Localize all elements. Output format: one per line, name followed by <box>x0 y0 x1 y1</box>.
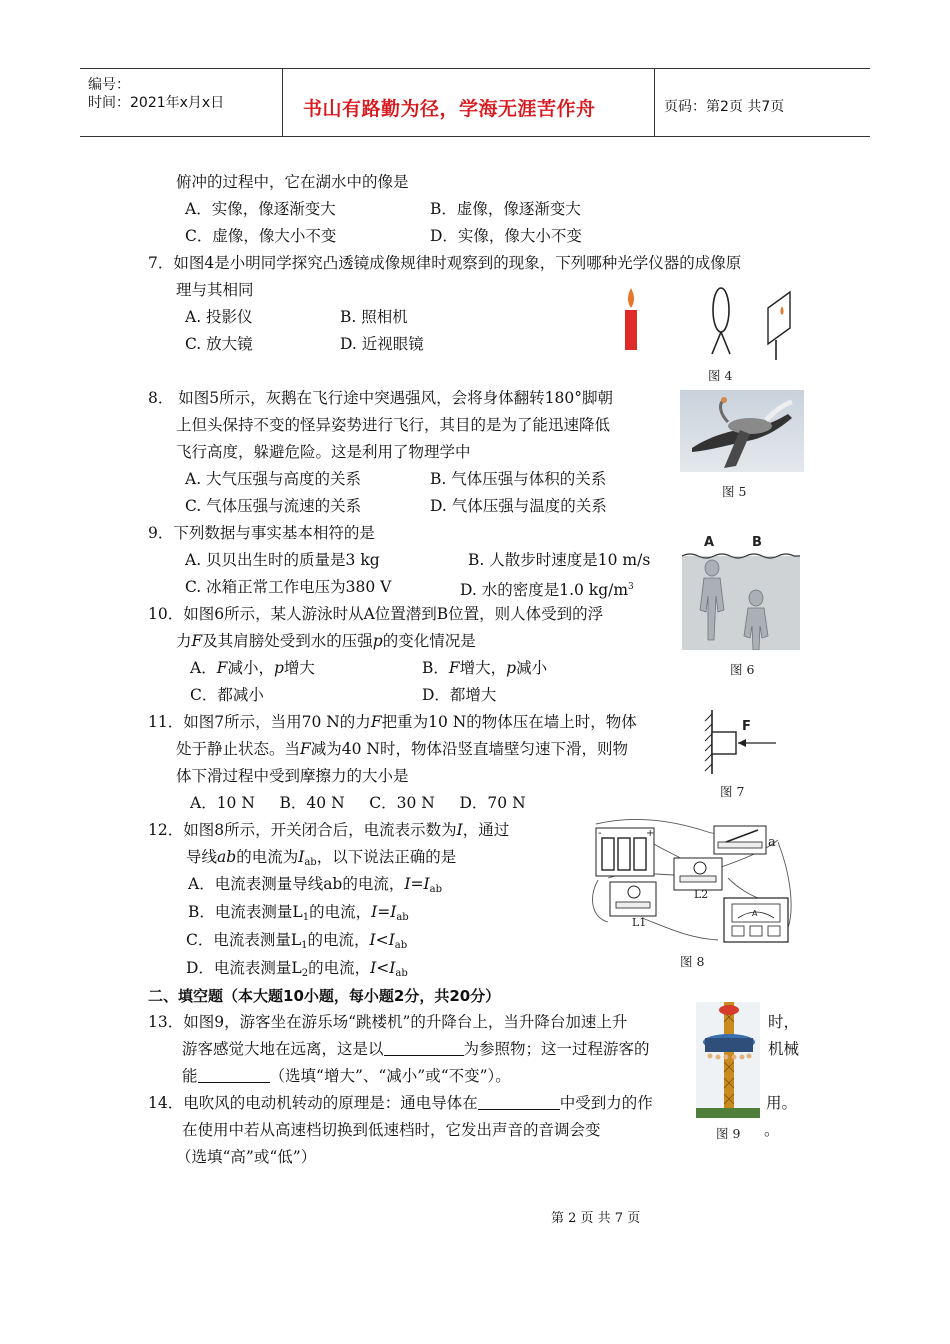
q12-stem-line1: 12．如图8所示，开关闭合后，电流表示数为I，通过 <box>148 821 510 839</box>
figure-4-lens-setup <box>612 282 812 362</box>
q14-stem-line1-end: 用。 <box>766 1094 798 1112</box>
q8-stem-line3: 飞行高度，躲避危险。这是利用了物理学中 <box>176 443 471 461</box>
svg-text:-: - <box>598 828 602 839</box>
q10-stem-line2: 力F及其肩膀处受到水的压强p的变化情况是 <box>176 632 476 650</box>
q9-option-b: B. 人散步时速度是10 m/s <box>468 551 651 569</box>
q7-option-a: A. 投影仪 <box>185 308 253 326</box>
header-top-rule <box>80 68 870 69</box>
force-label: F <box>742 719 751 734</box>
q14-stem-line2-end: 。 <box>764 1121 780 1139</box>
q11-options: A．10 N B．40 N C．30 N D．70 N <box>190 794 526 812</box>
q7-stem-line2: 理与其相同 <box>176 281 254 299</box>
q11-stem-line2: 处于静止状态。当F减为40 N时，物体沿竖直墙壁匀速下滑，则物 <box>176 740 628 758</box>
q9-stem: 9．下列数据与事实基本相符的是 <box>148 524 375 542</box>
figure-5-caption: 图 5 <box>722 484 747 499</box>
q8-stem-line1: 8． 如图5所示，灰鹅在飞行途中突遇强风，会将身体翻转180°脚朝 <box>148 389 613 407</box>
q12-option-a: A．电流表测量导线ab的电流，$I=I_{ab}$ <box>188 875 442 895</box>
position-label-a: A <box>704 535 715 550</box>
q7-option-b: B. 照相机 <box>340 308 408 326</box>
q12-option-d: D．电流表测量$L_2$的电流，$I<I_{ab}$ <box>186 959 408 979</box>
figure-8-circuit <box>578 818 802 950</box>
ammeter-icon <box>724 898 788 942</box>
switch-icon <box>714 826 766 854</box>
serial-label: 编号： <box>88 77 130 93</box>
q8-option-c: C. 气体压强与流速的关系 <box>185 497 362 515</box>
q6-option-c: C．虚像，像大小不变 <box>185 227 337 245</box>
q7-option-d: D. 近视眼镜 <box>340 335 424 353</box>
q13-stem-line1-end: 时， <box>768 1013 800 1031</box>
figure-6-caption: 图 6 <box>730 662 755 677</box>
figure-6-swimmer <box>682 532 800 650</box>
q12-option-b: B．电流表测量$L_1$的电流，$I=I_{ab}$ <box>188 903 409 923</box>
q7-stem-line1: 7．如图4是小明同学探究凸透镜成像规律时观察到的现象，下列哪种光学仪器的成像原 <box>148 254 742 272</box>
figure-4-caption: 图 4 <box>708 368 733 383</box>
force-arrow-icon <box>738 739 776 747</box>
q9-option-a: A. 贝贝出生时的质量是3 kg <box>185 551 380 569</box>
wall-icon <box>705 710 712 774</box>
figure-7-caption: 图 7 <box>720 784 745 799</box>
q7-option-c: C. 放大镜 <box>185 335 253 353</box>
q10-option-a: A．F减小，p增大 <box>190 659 315 677</box>
q6-option-d: D．实像，像大小不变 <box>430 227 582 245</box>
q13-stem-line2: 游客感觉大地在远离，这是以 为参照物；这一过程游客的 <box>182 1040 650 1058</box>
q11-stem-line1: 11．如图7所示，当用70 N的力F把重为10 N的物体压在墙上时，物体 <box>148 713 637 731</box>
battery-icon <box>596 828 654 876</box>
q6-option-a: A．实像，像逐渐变大 <box>185 200 336 218</box>
q6-stem: 俯冲的过程中，它在湖水中的像是 <box>176 173 409 191</box>
q10-option-d: D．都增大 <box>422 686 497 704</box>
q13-blank-1[interactable] <box>384 1040 464 1056</box>
q9-option-d: D. 水的密度是1.0 $kg/m^3$ <box>460 581 634 599</box>
bulb-l1-icon <box>610 882 656 916</box>
q9-option-c: C. 冰箱正常工作电压为380 V <box>185 578 392 596</box>
q13-stem-line2-end: 机械 <box>768 1040 800 1058</box>
q8-option-b: B. 气体压强与体积的关系 <box>430 470 607 488</box>
svg-text:+: + <box>646 828 655 839</box>
section-2-heading: 二、填空题（本大题10小题，每小题2分，共20分） <box>148 987 501 1005</box>
svg-text:A: A <box>752 909 758 918</box>
q10-option-c: C．都减小 <box>190 686 264 704</box>
figure-5-goose-photo <box>680 390 804 472</box>
q14-blank-1[interactable] <box>478 1094 560 1110</box>
date-label: 时间：2021年x月x日 <box>88 95 225 111</box>
position-label-b: B <box>752 535 762 550</box>
q13-blank-2[interactable] <box>198 1067 270 1083</box>
q14-stem-line3: （选填“高”或“低”） <box>176 1148 317 1166</box>
q8-stem-line2: 上但头保持不变的怪异姿势进行飞行，其目的是为了能迅速降低 <box>176 416 611 434</box>
q10-stem-line1: 10．如图6所示，某人游泳时从A位置潜到B位置，则人体受到的浮 <box>148 605 604 623</box>
bulb-l2-label: L2 <box>694 888 709 901</box>
page-footer: 第 2 页 共 7 页 <box>551 1211 641 1226</box>
q8-option-a: A. 大气压强与高度的关系 <box>185 470 362 488</box>
q10-option-b: B．F增大，p减小 <box>422 659 548 677</box>
figure-9-caption: 图 9 <box>716 1126 741 1141</box>
q13-stem-line3: 能 （选填“增大”、“减小”或“不变”）。 <box>182 1067 511 1085</box>
candle-icon <box>625 288 637 350</box>
figure-9-drop-tower <box>696 1002 760 1118</box>
q11-stem-line3: 体下滑过程中受到摩擦力的大小是 <box>176 767 409 785</box>
q14-stem-line2: 在使用中若从高速档切换到低速档时，它发出声音的音调会变 <box>182 1121 601 1139</box>
header-motto: 书山有路勤为径，学海无涯苦作舟 <box>303 98 596 120</box>
screen-icon <box>768 292 790 360</box>
q14-stem-line1: 14．电吹风的电动机转动的原理是：通电导体在 中受到力的作 <box>148 1094 653 1112</box>
q13-stem-line1: 13．如图9，游客坐在游乐场“跳楼机”的升降台上，当升降台加速上升 <box>148 1013 628 1031</box>
figure-7-wall-block <box>702 708 802 776</box>
q12-option-c: C．电流表测量$L_1$的电流，$I<I_{ab}$ <box>186 931 408 951</box>
figure-8-caption: 图 8 <box>680 954 705 969</box>
header-divider-left <box>282 68 283 136</box>
q6-option-b: B．虚像，像逐渐变大 <box>430 200 581 218</box>
q12-stem-line2: 导线ab的电流为$I_{ab}$，以下说法正确的是 <box>186 848 457 868</box>
wire-label-a: a <box>768 835 776 850</box>
bulb-l2-icon <box>674 858 722 890</box>
block-icon <box>712 732 736 754</box>
bulb-l1-label: L1 <box>632 916 647 929</box>
header-divider-right <box>654 68 655 136</box>
header-bottom-rule <box>80 136 870 137</box>
page-label: 页码：第2页 共7页 <box>664 99 785 115</box>
q8-option-d: D. 气体压强与温度的关系 <box>430 497 607 515</box>
lens-icon <box>712 288 730 354</box>
